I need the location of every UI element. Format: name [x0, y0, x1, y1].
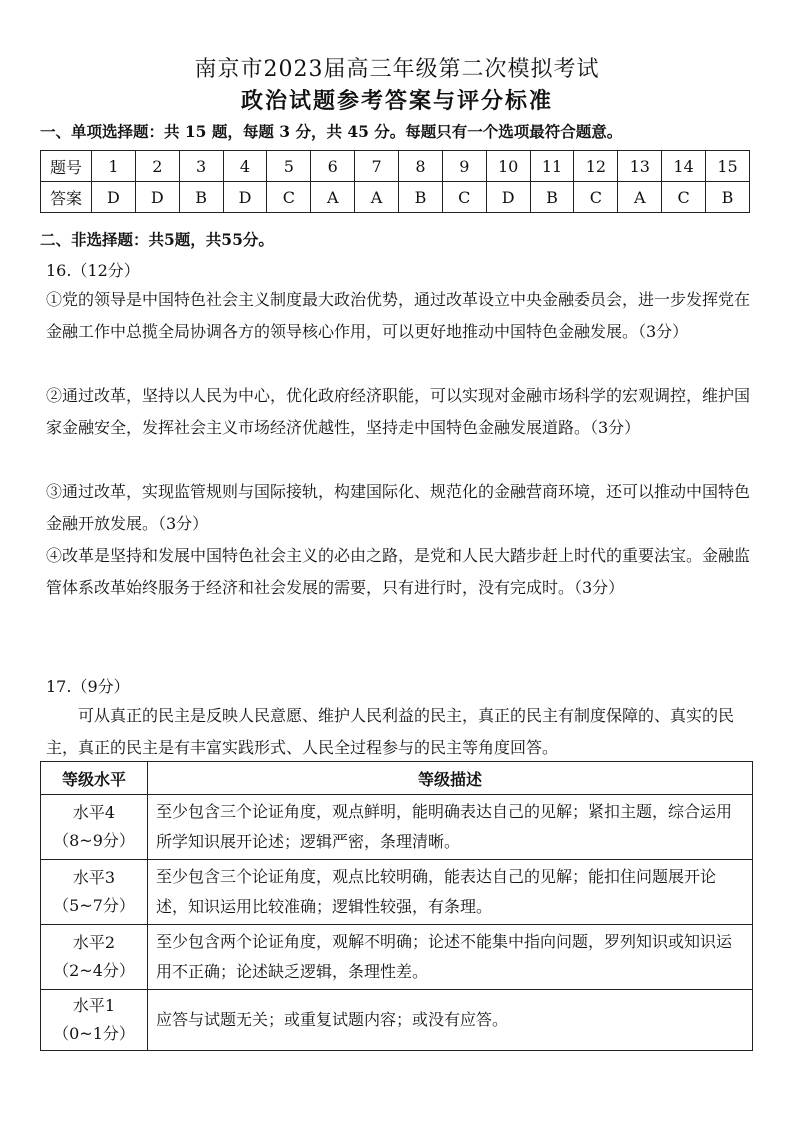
level-range: （0~1分）: [53, 1024, 135, 1043]
q16-label: 16.（12分）: [46, 261, 140, 280]
answer-cell: A: [355, 182, 399, 213]
level-description: 至少包含三个论证角度，观点比较明确，能表达自己的见解；能扣住问题展开论述，知识运用比较准确；逻辑性较强，有条理。: [148, 860, 753, 925]
answer-cell: D: [486, 182, 530, 213]
question-number: 10: [486, 151, 530, 182]
q16-point-4: ④改革是坚持和发展中国特色社会主义的必由之路，是党和人民大踏步赶上时代的重要法宝。金融监管体系改革始终服务于经济和社会发展的需要，只有进行时，没有完成时。（3分）: [46, 546, 751, 597]
answer-cell: C: [442, 182, 486, 213]
row-label-answer: 答案: [41, 182, 92, 213]
answer-cell: A: [311, 182, 355, 213]
section1-heading: 一、单项选择题：共 15 题，每题 3 分，共 45 分。每题只有一个选项最符合题意。: [40, 122, 623, 141]
question-number: 5: [267, 151, 311, 182]
answer-cell: C: [662, 182, 706, 213]
grading-row: [41, 990, 753, 1051]
row-label-question: 题号: [41, 151, 92, 182]
question-number: 9: [442, 151, 486, 182]
level-cell: [41, 860, 148, 925]
grading-row: [41, 860, 753, 925]
level-description: 至少包含三个论证角度，观点鲜明，能明确表达自己的见解；紧扣主题，综合运用所学知识展开论述；逻辑严密，条理清晰。: [148, 795, 753, 860]
level-cell: [41, 795, 148, 860]
question-number: 4: [223, 151, 267, 182]
answer-cell: C: [267, 182, 311, 213]
answer-cell: A: [618, 182, 662, 213]
level-name: 水平2: [72, 933, 116, 952]
level-cell: [41, 925, 148, 990]
q17-label: 17.（9分）: [46, 677, 130, 696]
exam-subtitle: 政治试题参考答案与评分标准: [240, 88, 553, 114]
answer-row: [41, 182, 750, 213]
question-number: 15: [706, 151, 750, 182]
grading-row: [41, 925, 753, 990]
level-name: 水平3: [72, 868, 116, 887]
header-level: 等级水平: [41, 762, 148, 795]
header-description: 等级描述: [148, 762, 753, 795]
question-number: 1: [92, 151, 136, 182]
grading-table-header: [41, 762, 753, 795]
question-number: 11: [530, 151, 574, 182]
question-number: 3: [179, 151, 223, 182]
question-number: 13: [618, 151, 662, 182]
answer-cell: B: [530, 182, 574, 213]
level-range: （5~7分）: [53, 896, 135, 915]
question-number: 8: [399, 151, 443, 182]
question-number: 2: [135, 151, 179, 182]
grading-row: [41, 795, 753, 860]
answer-cell: D: [223, 182, 267, 213]
answer-cell: B: [179, 182, 223, 213]
answer-cell: D: [135, 182, 179, 213]
section2-heading: 二、非选择题：共5题，共55分。: [40, 230, 274, 249]
level-range: （2~4分）: [53, 961, 135, 980]
answer-cell: B: [399, 182, 443, 213]
exam-title: 南京市2023届高三年级第二次模拟考试: [194, 57, 600, 82]
question-number: 7: [355, 151, 399, 182]
level-cell: [41, 990, 148, 1051]
level-description: 至少包含两个论证角度，观解不明确；论述不能集中指向问题，罗列知识或知识运用不正确；论述缺乏逻辑，条理性差。: [148, 925, 753, 990]
choice-answer-table: [40, 150, 750, 213]
level-description: 应答与试题无关；或重复试题内容；或没有应答。: [148, 990, 753, 1051]
level-range: （8~9分）: [53, 831, 135, 850]
grading-level-table: [40, 761, 753, 1051]
answer-cell: B: [706, 182, 750, 213]
question-number: 6: [311, 151, 355, 182]
level-name: 水平1: [72, 996, 116, 1015]
q16-point-1: ①党的领导是中国特色社会主义制度最大政治优势，通过改革设立中央金融委员会，进一步发挥党在金融工作中总揽全局协调各方的领导核心作用，可以更好地推动中国特色金融发展。（3分）: [46, 290, 751, 341]
q17-intro: 可从真正的民主是反映人民意愿、维护人民利益的民主，真正的民主有制度保障的、真实的民主，真正的民主是有丰富实践形式、人民全过程参与的民主等角度回答。: [46, 706, 735, 757]
answer-cell: D: [92, 182, 136, 213]
q16-point-3: ③通过改革，实现监管规则与国际接轨，构建国际化、规范化的金融营商环境，还可以推动中国特色金融开放发展。（3分）: [46, 482, 751, 533]
question-number: 14: [662, 151, 706, 182]
answer-cell: C: [574, 182, 618, 213]
question-number-row: [41, 151, 750, 182]
q16-point-2: ②通过改革，坚持以人民为中心，优化政府经济职能，可以实现对金融市场科学的宏观调控，维护国家金融安全，发挥社会主义市场经济优越性，坚持走中国特色金融发展道路。（3分）: [46, 386, 751, 437]
question-number: 12: [574, 151, 618, 182]
level-name: 水平4: [72, 803, 116, 822]
